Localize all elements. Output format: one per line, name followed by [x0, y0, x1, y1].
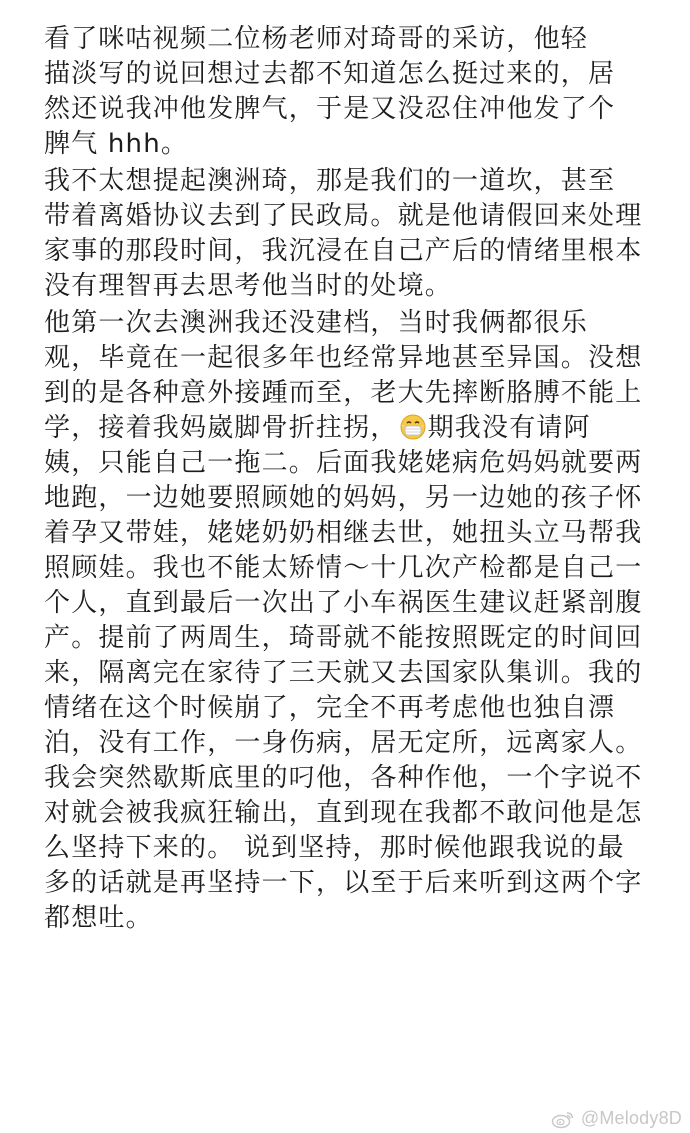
text-line: 着孕又带娃，姥姥奶奶相继去世，她扭头立马帮我	[44, 518, 643, 548]
text-line: 多的话就是再坚持一下，以至于后来听到这两个字	[44, 868, 643, 898]
text-fragment: 期我没有请阿	[427, 413, 591, 443]
weibo-watermark	[551, 1108, 682, 1129]
text-line: 么坚持下来的。 说到坚持，那时候他跟我说的最	[44, 833, 625, 863]
text-line: 他第一次去澳洲我还没建档，当时我俩都很乐	[44, 308, 589, 338]
text-line: 描淡写的说回想过去都不知道怎么挺过来的，居	[44, 59, 616, 89]
text-line: 观，毕竟在一起很多年也经常异地甚至异国。没想	[44, 343, 643, 373]
text-line: 泊，没有工作，一身伤病，居无定所，远离家人。	[44, 728, 643, 758]
text-line: 姨，只能自己一拖二。后面我姥姥病危妈妈就要两	[44, 448, 643, 478]
text-line: 看了咪咕视频二位杨老师对琦哥的采访，他轻	[44, 24, 589, 54]
text-line: 然还说我冲他发脾气，于是又没忍住冲他发了个	[44, 94, 616, 124]
text-line: 带着离婚协议去到了民政局。就是他请假回来处理	[44, 201, 643, 231]
text-fragment: 学，接着我妈崴脚骨折拄拐，	[44, 413, 398, 443]
text-line: 没有理智再去思考他当时的处境。	[44, 271, 453, 301]
weibo-icon	[551, 1109, 575, 1129]
text-line-with-emoji	[44, 411, 654, 446]
text-line: 脾气 hhh。	[44, 129, 189, 159]
text-line: 我会突然歇斯底里的叼他，各种作他，一个字说不	[44, 763, 643, 793]
text-line: 照顾娃。我也不能太矫情～十几次产检都是自己一	[44, 553, 643, 583]
post-text	[44, 22, 654, 936]
text-line: 都想吐。	[44, 903, 153, 933]
watermark-handle: @Melody8D	[580, 1108, 682, 1128]
text-line: 情绪在这个时候崩了，完全不再考虑他也独自漂	[44, 693, 616, 723]
text-line: 我不太想提起澳洲琦，那是我们的一道坎，甚至	[44, 166, 616, 196]
text-line: 到的是各种意外接踵而至，老大先摔断胳膊不能上	[44, 378, 643, 408]
text-line: 家事的那段时间，我沉浸在自己产后的情绪里根本	[44, 236, 643, 266]
text-line: 产。提前了两周生，琦哥就不能按照既定的时间回	[44, 623, 643, 653]
text-line: 个人，直到最后一次出了小车祸医生建议赶紧剖腹	[44, 588, 643, 618]
text-line: 地跑，一边她要照顾她的妈妈，另一边她的孩子怀	[44, 483, 643, 513]
text-line: 对就会被我疯狂输出，直到现在我都不敢问他是怎	[44, 798, 643, 828]
mask-face-emoji-icon	[400, 414, 426, 440]
text-line: 来，隔离完在家待了三天就又去国家队集训。我的	[44, 658, 643, 688]
